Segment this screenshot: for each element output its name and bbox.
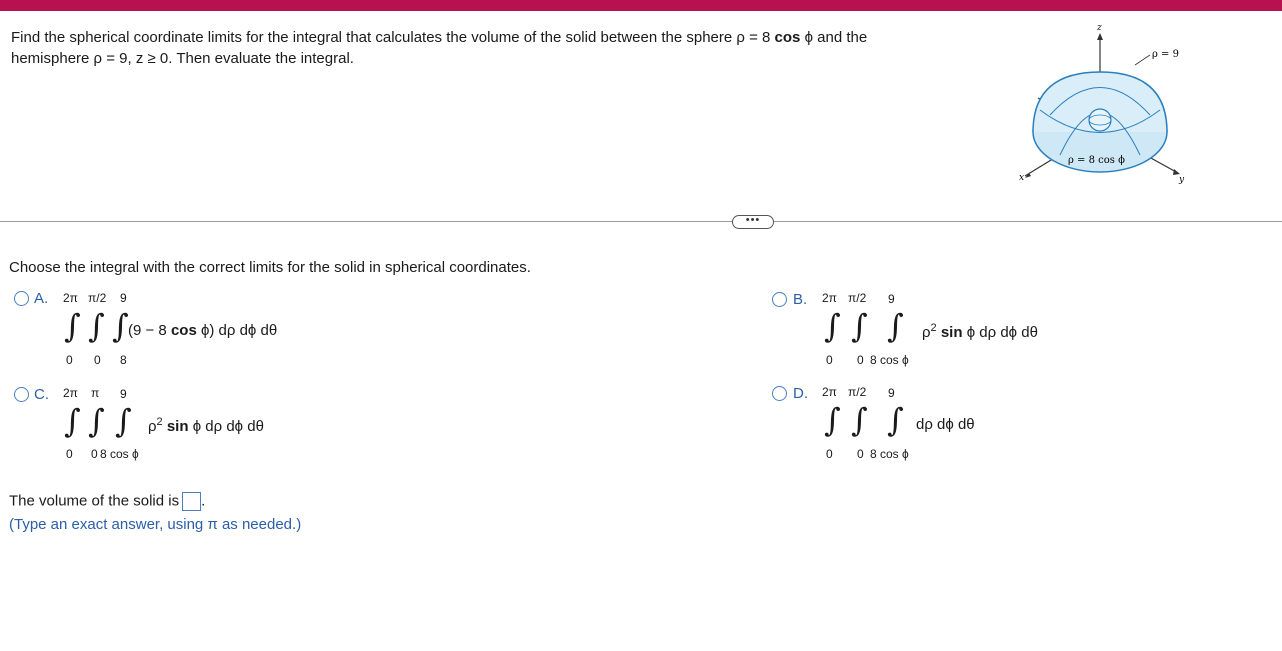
option-b-integrand xyxy=(922,322,1038,341)
option-b-letter: B. xyxy=(793,291,808,308)
rho9-leader xyxy=(1135,55,1150,65)
option-b-integrand-bold: sin xyxy=(940,324,963,341)
option-a-upper-1: 2π xyxy=(63,291,78,305)
option-c-integral-1: ∫ xyxy=(64,402,81,440)
option-d-letter: D. xyxy=(793,385,808,402)
option-d-integral-2: ∫ xyxy=(851,401,868,439)
option-c-integrand-bold: sin xyxy=(166,418,189,435)
option-c-letter: C. xyxy=(34,386,49,403)
option-b-integrand-post: ϕ dρ dϕ dθ xyxy=(966,324,1038,341)
option-a-upper-2: π/2 xyxy=(88,291,107,305)
option-b-integrand-pre: ρ xyxy=(922,324,931,341)
option-d-upper-3: 9 xyxy=(888,386,895,400)
z-axis-arrow xyxy=(1097,33,1103,40)
option-d-integral-3: ∫ xyxy=(887,401,904,439)
option-c-lower-2: 0 xyxy=(91,447,98,461)
rho9-label: ρ = 9 xyxy=(1152,49,1179,60)
option-a-integrand xyxy=(128,322,277,339)
option-b-upper-1: 2π xyxy=(822,291,837,305)
option-c-upper-1: 2π xyxy=(63,386,78,400)
small-sphere xyxy=(1089,109,1111,131)
answer-hint: (Type an exact answer, using π as needed.) xyxy=(9,516,302,533)
option-a-integrand-post: ϕ) dρ dϕ dθ xyxy=(200,322,278,339)
option-c-integrand-post: ϕ dρ dϕ dθ xyxy=(192,418,264,435)
x-axis-label: x xyxy=(1019,173,1025,183)
option-a-lower-2: 0 xyxy=(94,353,101,367)
option-b-lower-1: 0 xyxy=(826,353,833,367)
option-b-upper-2: π/2 xyxy=(848,291,867,305)
option-c-integral-3: ∫ xyxy=(115,402,132,440)
option-a-integrand-bold: cos xyxy=(170,322,197,339)
option-d-integrand-pre: dρ dϕ dθ xyxy=(916,416,975,433)
question-text xyxy=(11,27,971,69)
option-d-integrand xyxy=(916,416,975,433)
option-c-upper-2: π xyxy=(91,386,100,400)
top-accent-bar xyxy=(0,0,1282,11)
z-axis-label: z xyxy=(1097,23,1102,33)
option-b-integrand-sup: 2 xyxy=(930,322,937,334)
option-c-integrand-pre: ρ xyxy=(148,418,157,435)
option-a-radio[interactable] xyxy=(14,291,29,306)
option-a-integrand-pre: (9 − 8 xyxy=(128,322,167,339)
option-b-integral-1: ∫ xyxy=(824,307,841,345)
option-b-upper-3: 9 xyxy=(888,292,895,306)
option-b-lower-2: 0 xyxy=(857,353,864,367)
option-c-radio[interactable] xyxy=(14,387,29,402)
option-b-integral-2: ∫ xyxy=(851,307,868,345)
expand-more-button[interactable]: ••• xyxy=(732,215,774,229)
option-c-lower-3: 8 cos ϕ xyxy=(100,447,139,461)
option-d-integral-1: ∫ xyxy=(824,401,841,439)
option-c-integrand xyxy=(148,416,264,435)
question-line1-pre: Find the spherical coordinate limits for the integral that calculates the volume of the solid between the sphere ρ = 8 xyxy=(11,29,771,46)
option-d-radio[interactable] xyxy=(772,386,787,401)
answer-period: . xyxy=(201,492,206,510)
choice-prompt: Choose the integral with the correct limits for the solid in spherical coordinates. xyxy=(9,259,531,276)
answer-line xyxy=(9,492,205,511)
sphere-figure-svg xyxy=(1010,20,1210,200)
option-d-upper-1: 2π xyxy=(822,385,837,399)
option-d-lower-1: 0 xyxy=(826,447,833,461)
option-c-upper-3: 9 xyxy=(120,387,127,401)
section-divider xyxy=(0,221,1282,222)
rho8-label: ρ = 8 cos ϕ xyxy=(1068,155,1125,166)
option-d-lower-3: 8 cos ϕ xyxy=(870,447,909,461)
option-a-upper-3: 9 xyxy=(120,291,127,305)
option-a-lower-1: 0 xyxy=(66,353,73,367)
option-a-letter: A. xyxy=(34,290,49,307)
option-c-integrand-sup: 2 xyxy=(156,416,163,428)
question-line2: hemisphere ρ = 9, z ≥ 0. Then evaluate the integral. xyxy=(11,50,354,67)
y-axis-label: y xyxy=(1179,175,1185,185)
question-line1-post: ϕ and the xyxy=(804,29,868,46)
option-b-lower-3: 8 cos ϕ xyxy=(870,353,909,367)
option-a-lower-3: 8 xyxy=(120,353,127,367)
option-c-integral-2: ∫ xyxy=(88,402,105,440)
option-b-integral-3: ∫ xyxy=(887,307,904,345)
answer-input[interactable] xyxy=(182,492,201,511)
option-a-integral-1: ∫ xyxy=(64,307,81,345)
sphere-figure xyxy=(1010,20,1210,200)
option-d-upper-2: π/2 xyxy=(848,385,867,399)
option-a-integral-2: ∫ xyxy=(88,307,105,345)
option-b-radio[interactable] xyxy=(772,292,787,307)
answer-label: The volume of the solid is xyxy=(9,492,180,510)
option-a-integral-3: ∫ xyxy=(112,307,129,345)
option-d-lower-2: 0 xyxy=(857,447,864,461)
question-line1-bold: cos xyxy=(774,29,801,46)
option-c-lower-1: 0 xyxy=(66,447,73,461)
